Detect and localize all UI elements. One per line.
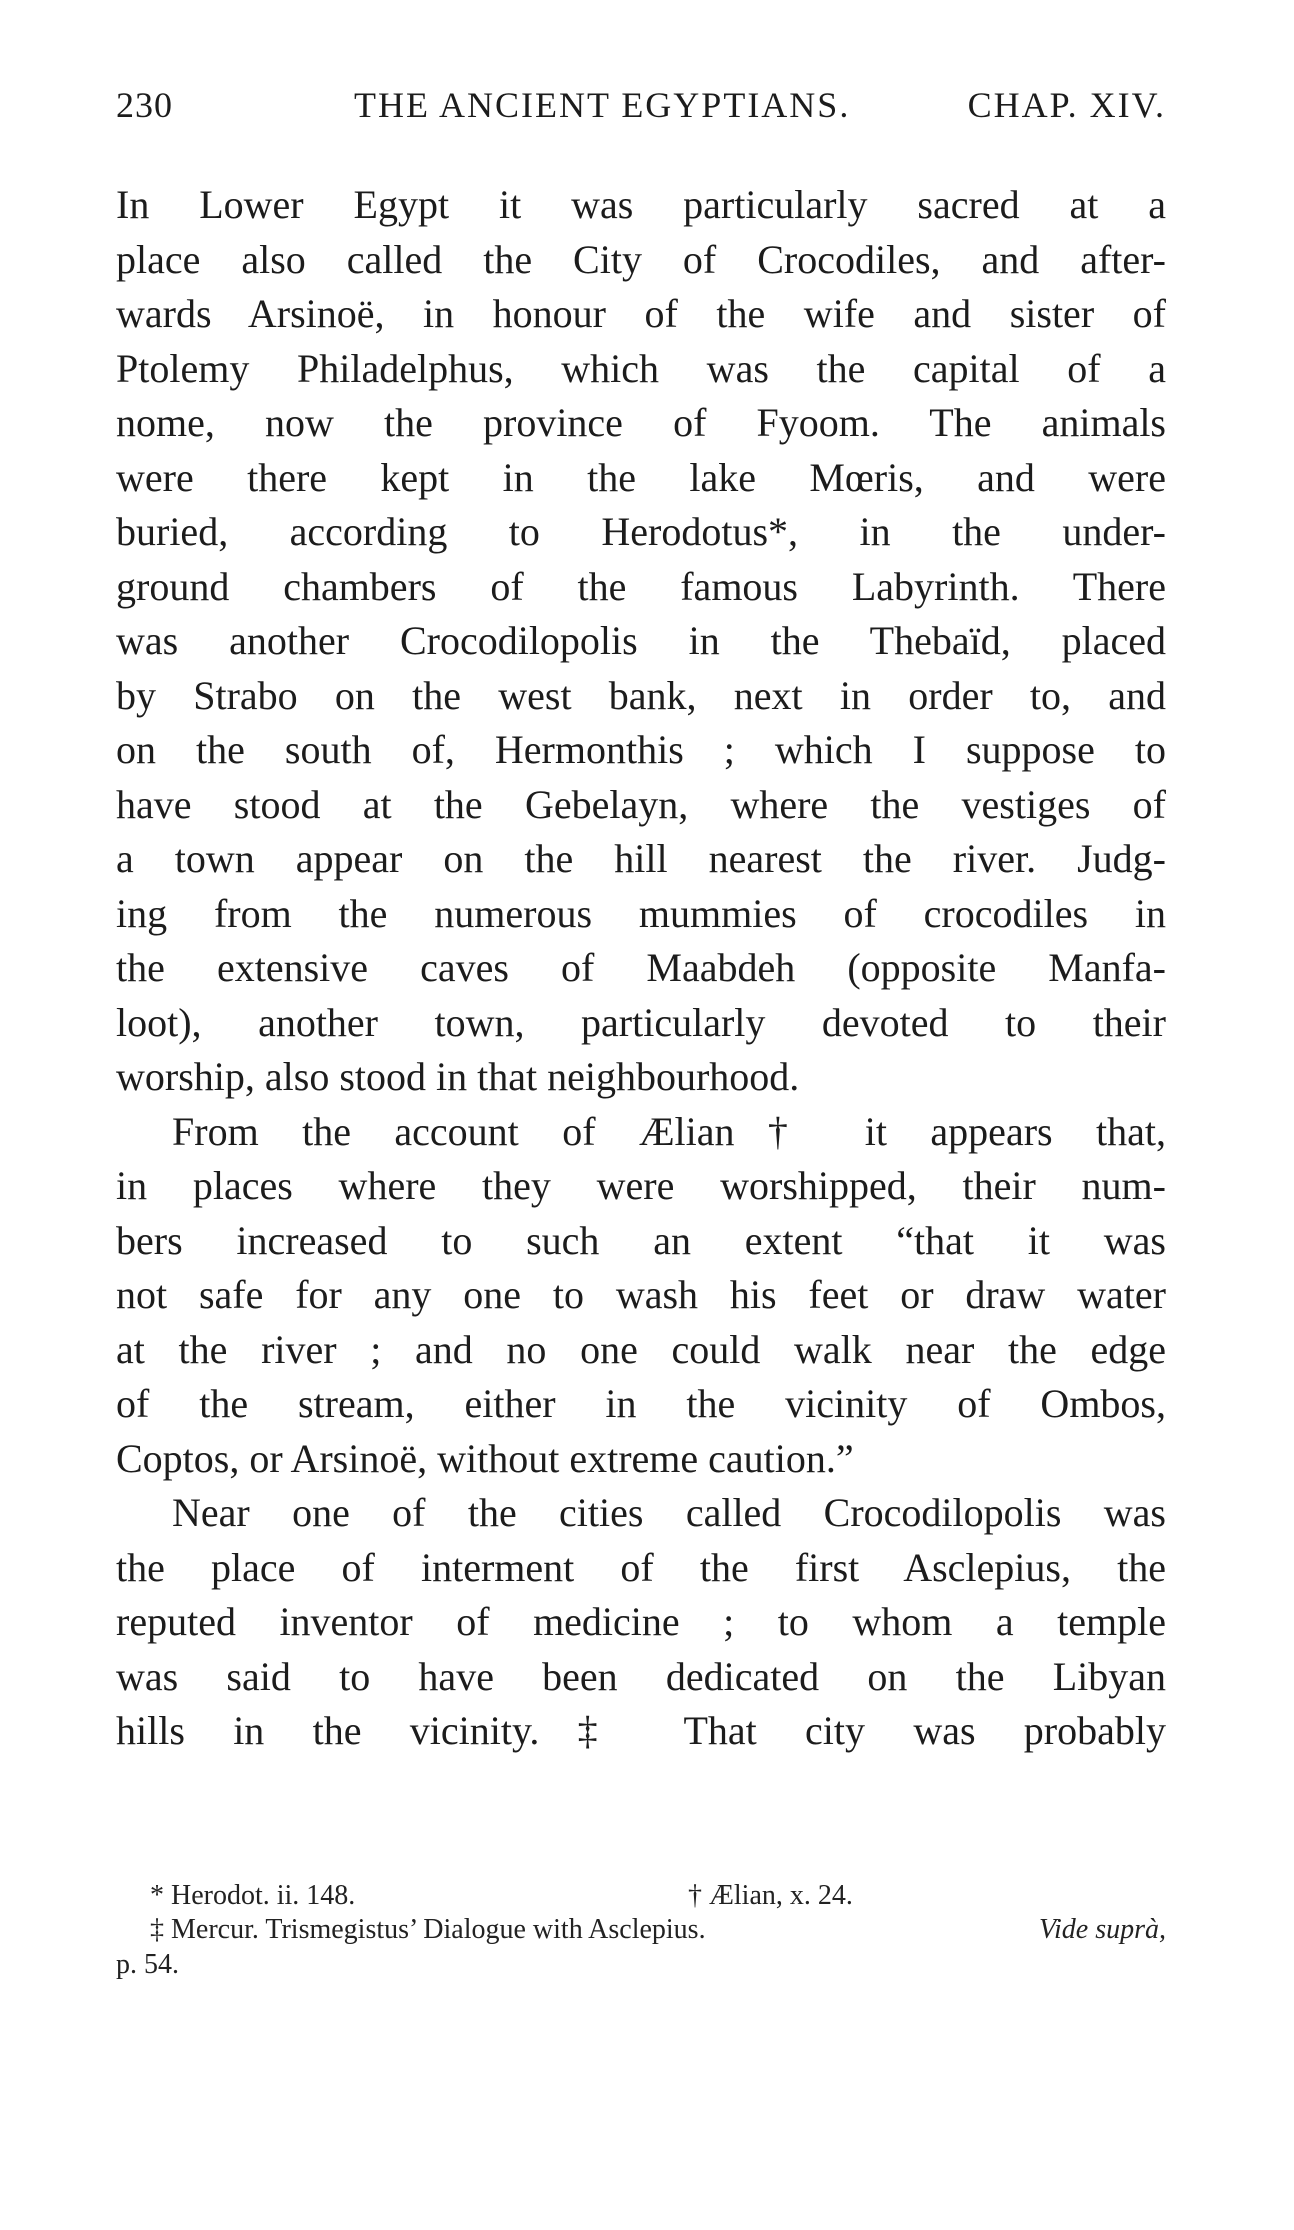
body-text [116,178,1166,1759]
footnote-continuation: p. 54. [116,1949,179,1980]
text-line: the extensive caves of Maabdeh (opposite Manfa- [116,945,1166,990]
text-line: Ptolemy Philadelphus, which was the capital of a [116,345,1166,391]
text-line: not safe for any one to wash his feet or draw water [116,1272,1166,1317]
text-line: buried, according to Herodotus*, in the under- [116,509,1166,554]
text-line: reputed inventor of medicine ; to whom a temple [116,1599,1166,1644]
text-line: of the stream, either in the vicinity of Ombos, [116,1381,1166,1426]
footnote-row [116,1880,1166,1914]
text-line: ing from the numerous mummies of crocodiles in [116,890,1166,936]
text-line: wards Arsinoë, in honour of the wife and sister of [116,291,1166,336]
footnote-aelian: † Ælian, x. 24. [688,1880,853,1911]
text-line: the place of interment of the first Asclepius, the [116,1544,1166,1590]
footnote-vide-supra: Vide suprà, [1038,1914,1166,1945]
text-line: have stood at the Gebelayn, where the vestiges of [116,781,1166,827]
footnote-mercurius: ‡ Mercur. Trismegistus’ Dialogue with Asclepius. [150,1914,706,1945]
text-line: nome, now the province of Fyoom. The animals [116,400,1166,445]
footnotes [116,1880,1166,1982]
text-line: loot), another town, particularly devoted to their [116,999,1166,1045]
text-line: was said to have been dedicated on the Libyan [116,1653,1166,1699]
text-line: Coptos, or Arsinoë, without extreme caution.” [116,1435,854,1481]
text-line: ground chambers of the famous Labyrinth. There [116,563,1166,609]
text-line: by Strabo on the west bank, next in order to, and [116,672,1166,718]
text-line: was another Crocodilopolis in the Thebaïd, placed [116,618,1166,663]
text-line: at the river ; and no one could walk near the edge [116,1326,1166,1372]
footnote-row [116,1914,1166,1948]
text-line: In Lower Egypt it was particularly sacred at a [116,182,1166,227]
text-line: Near one of the cities called Crocodilopolis was [172,1490,1166,1535]
text-line: were there kept in the lake Mœris, and were [116,454,1166,500]
text-line: From the account of Ælian† it appears that, [172,1108,1166,1154]
text-line: worship, also stood in that neighbourhood. [116,1054,800,1099]
running-title: THE ANCIENT EGYPTIANS. [354,85,851,125]
text-line: hills in the vicinity.‡ That city was probably [116,1708,1166,1753]
text-line: bers increased to such an extent “that it was [116,1217,1166,1263]
text-line: a town appear on the hill nearest the river. Judg- [116,836,1166,881]
page-header [116,84,1166,134]
text-line: on the south of, Hermonthis ; which I suppose to [116,727,1166,772]
page-number: 230 [116,85,173,125]
text-line: place also called the City of Crocodiles, and after- [116,236,1166,282]
footnote-herodotus: * Herodot. ii. 148. [150,1880,356,1911]
chapter-label: CHAP. XIV. [967,85,1166,125]
text-line: in places where they were worshipped, their num- [116,1163,1166,1208]
